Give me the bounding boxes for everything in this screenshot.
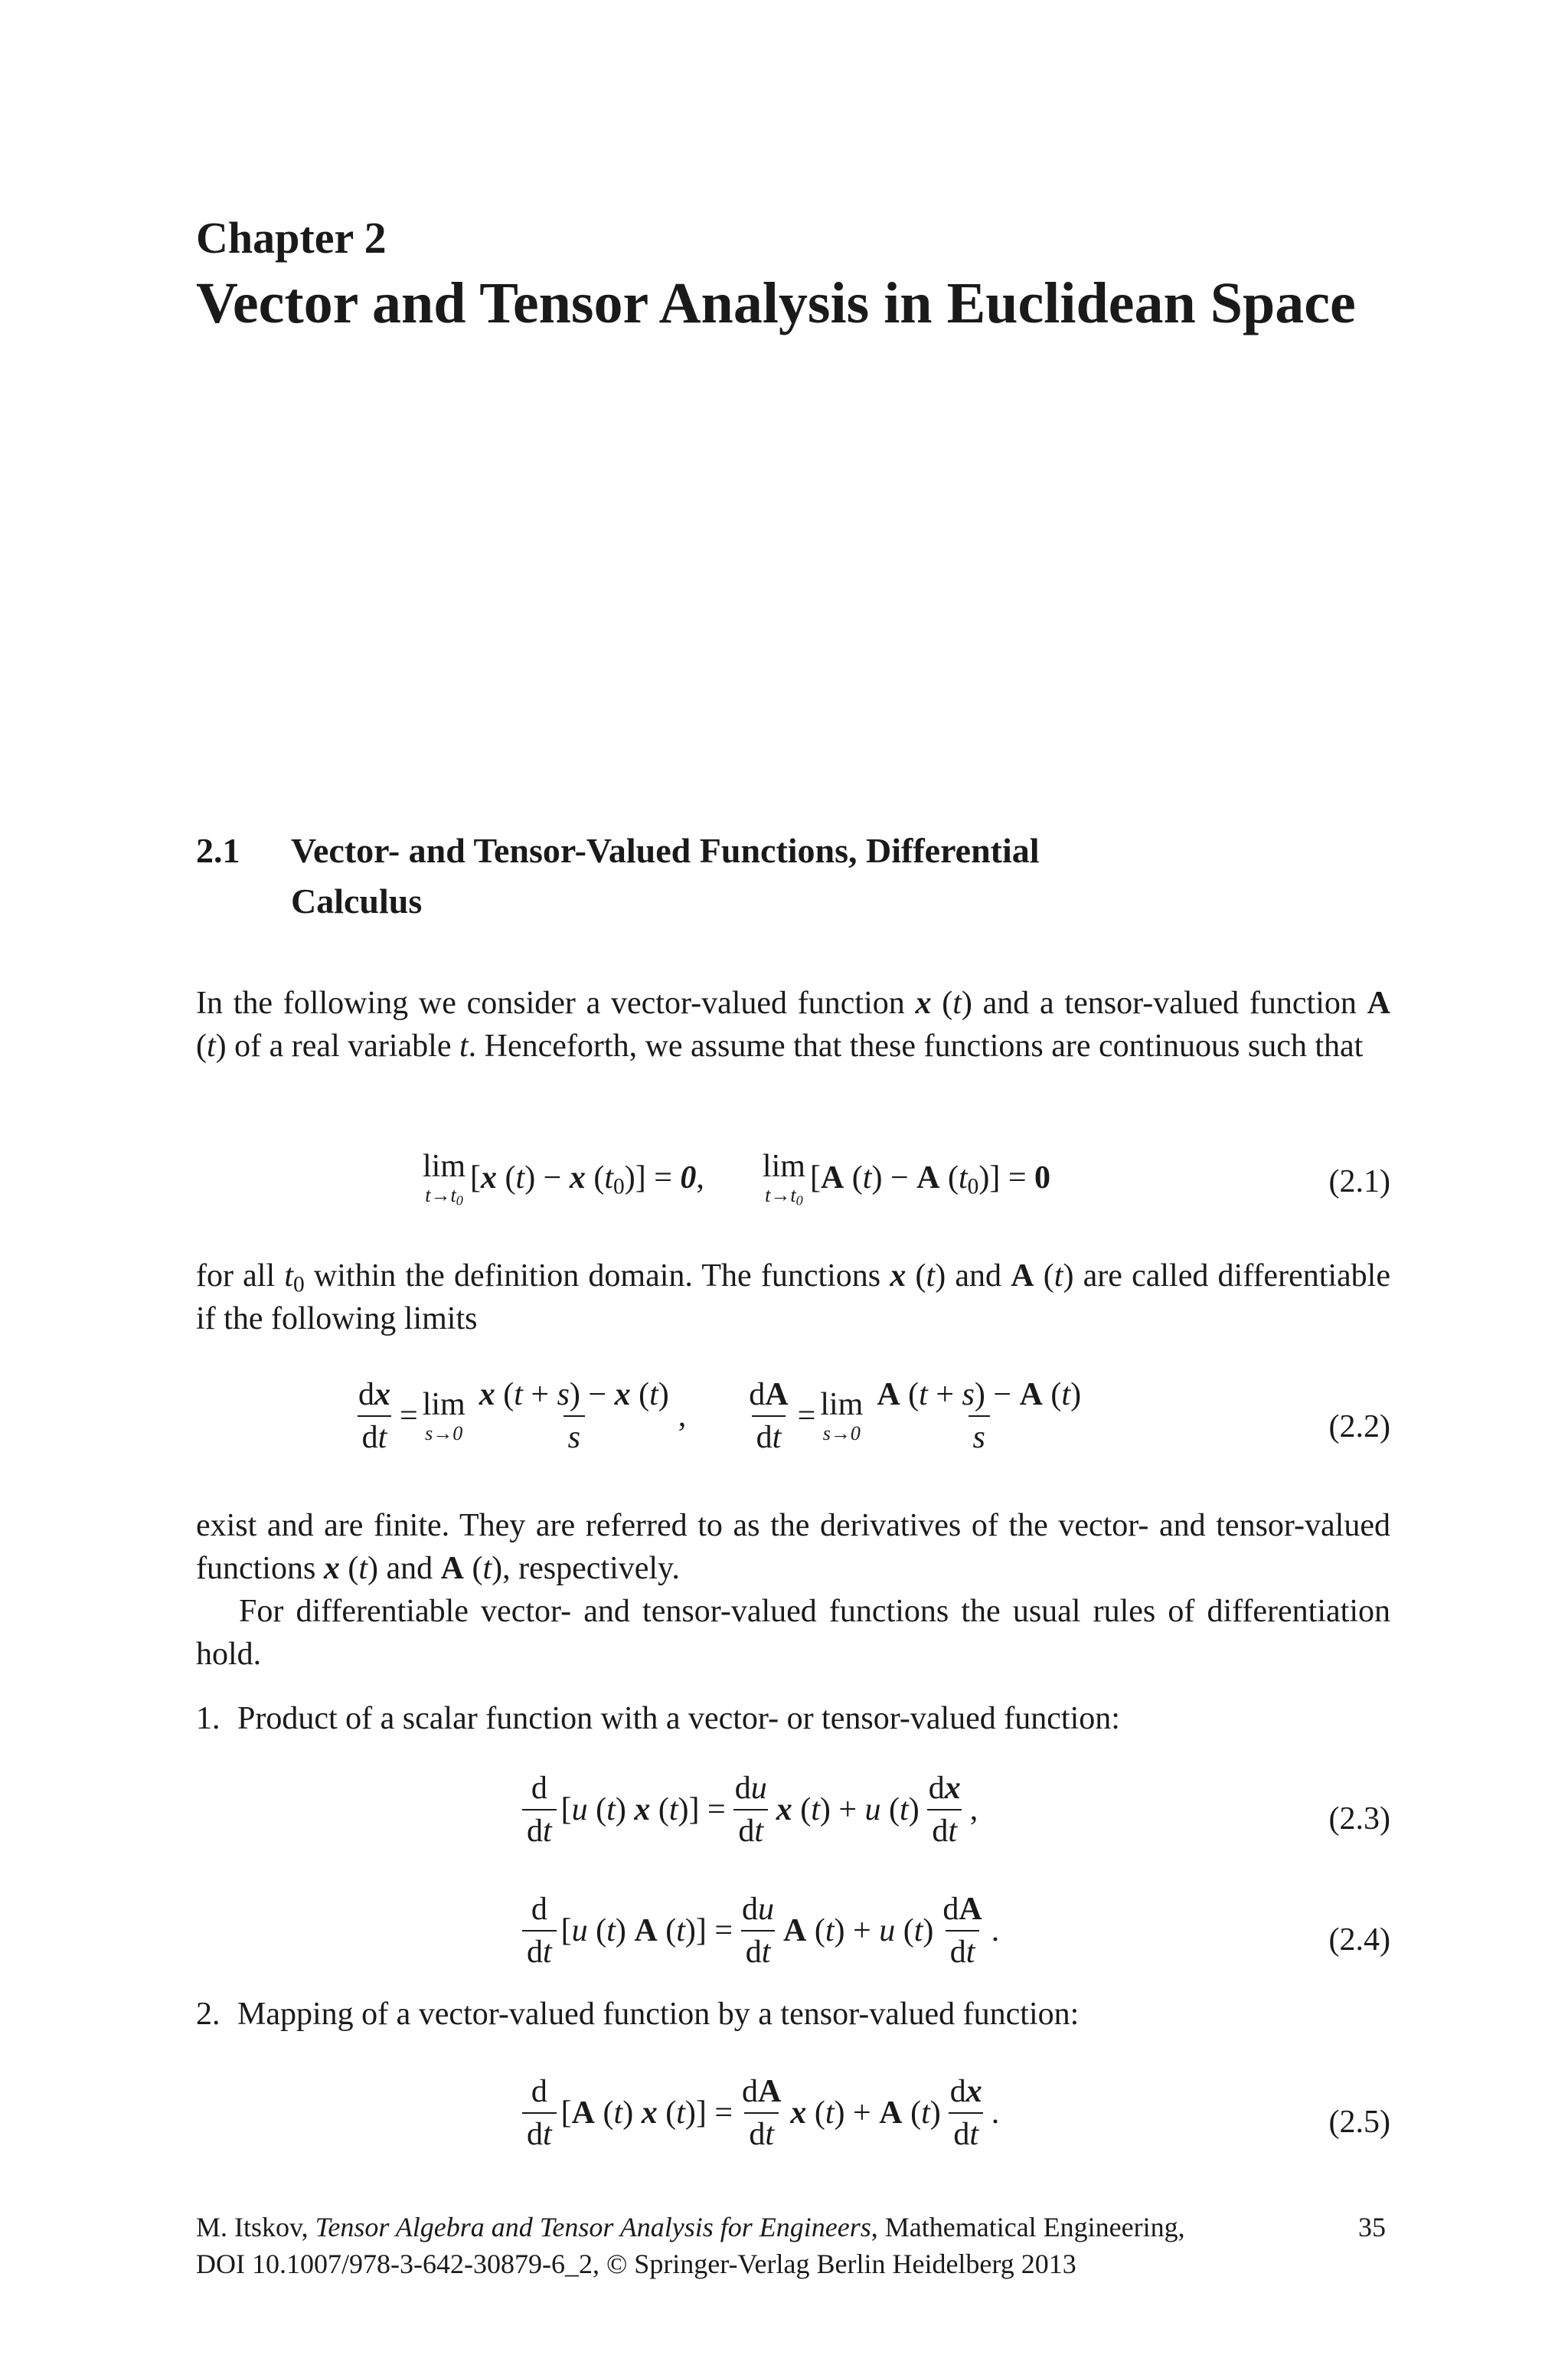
list-item: 2. Mapping of a vector-valued function by a tensor-valued function: — [196, 1997, 1080, 2032]
paragraph-rules: For differentiable vector- and tensor-valued functions the usual rules of differentiation hold. — [196, 1594, 1390, 1672]
equation-number: (2.4) — [1328, 1922, 1390, 1958]
paragraph-differentiable: for all $t_0$ within the definition domain. The functions x (t) and A (t) are called differentiable if the following limits — [196, 1258, 1390, 1336]
section-title-line1: Vector- and Tensor-Valued Functions, Differential — [291, 831, 1040, 870]
equation-number: (2.3) — [1328, 1801, 1390, 1837]
section-heading — [196, 826, 1040, 927]
paragraph-derivatives: exist and are finite. They are referred to as the derivatives of the vector- and tensor-valued functions x (t) and A (t), respectively. For differentiable vector- and tensor-valued functions the usual rules of differentiation hold. — [196, 1504, 1390, 1676]
equation-2-2: $\frac{dx}{dt}$ = lim s→0 $\frac{x (t + s) - x (t)}{s}$ , $\frac{dA}{dt}$ = lim s→0 $\frac{A (t + s) - A (t)}{s}$ (2.2) — [358, 1377, 1390, 1455]
chapter-label: Chapter 2 — [196, 213, 387, 263]
paragraph-intro: In the following we consider a vector-valued function x (t) and a tensor-valued function A (t) of a real variable t. Henceforth, we assume that these functions are continuous such that — [196, 986, 1390, 1064]
footer-citation: M. Itskov, Tensor Algebra and Tensor Analysis for Engineers, Mathematical Engineering, DOI 10.1007/978-3-642-30879-6_2, © Springer-Verlag Berlin Heidelberg 2013 — [196, 2212, 1185, 2279]
equation-2-4: $\frac{d}{dt}$ [u (t) A (t)] = $\frac{du}{dt}$ A (t) + u (t) $\frac{dA}{dt}$ . (2.4) — [196, 1893, 1390, 1985]
equation-2-1: lim $t\to t_0$ [x (t) − x $(t_0)] = 0$, lim $t\to t_0$ [A (t) − A $(t_0)] = 0$ (2.1) — [423, 1149, 1390, 1209]
equation-2-5: $\frac{d}{dt}$ [A (t) x (t)] = $\frac{dA}{dt}$ x (t) + A (t) $\frac{dx}{dt}$ . (2.5) — [196, 2075, 1390, 2167]
page-number: 35 — [1358, 2212, 1386, 2242]
list-item: 1. Product of a scalar function with a vector- or tensor-valued function: — [196, 1701, 1120, 1736]
equation-2-3: $\frac{d}{dt}$ [u (t) x (t)] = $\frac{du}{dt}$ x (t) + u (t) $\frac{dx}{dt}$ , (2.3) — [196, 1772, 1390, 1864]
equation-number: (2.1) — [1328, 1164, 1390, 1199]
equation-number: (2.5) — [1328, 2105, 1390, 2140]
equation-number: (2.2) — [1328, 1409, 1390, 1444]
section-number: 2.1 — [196, 831, 240, 870]
chapter-title: Vector and Tensor Analysis in Euclidean Space — [196, 271, 1356, 335]
section-title-line2: Calculus — [291, 882, 423, 921]
